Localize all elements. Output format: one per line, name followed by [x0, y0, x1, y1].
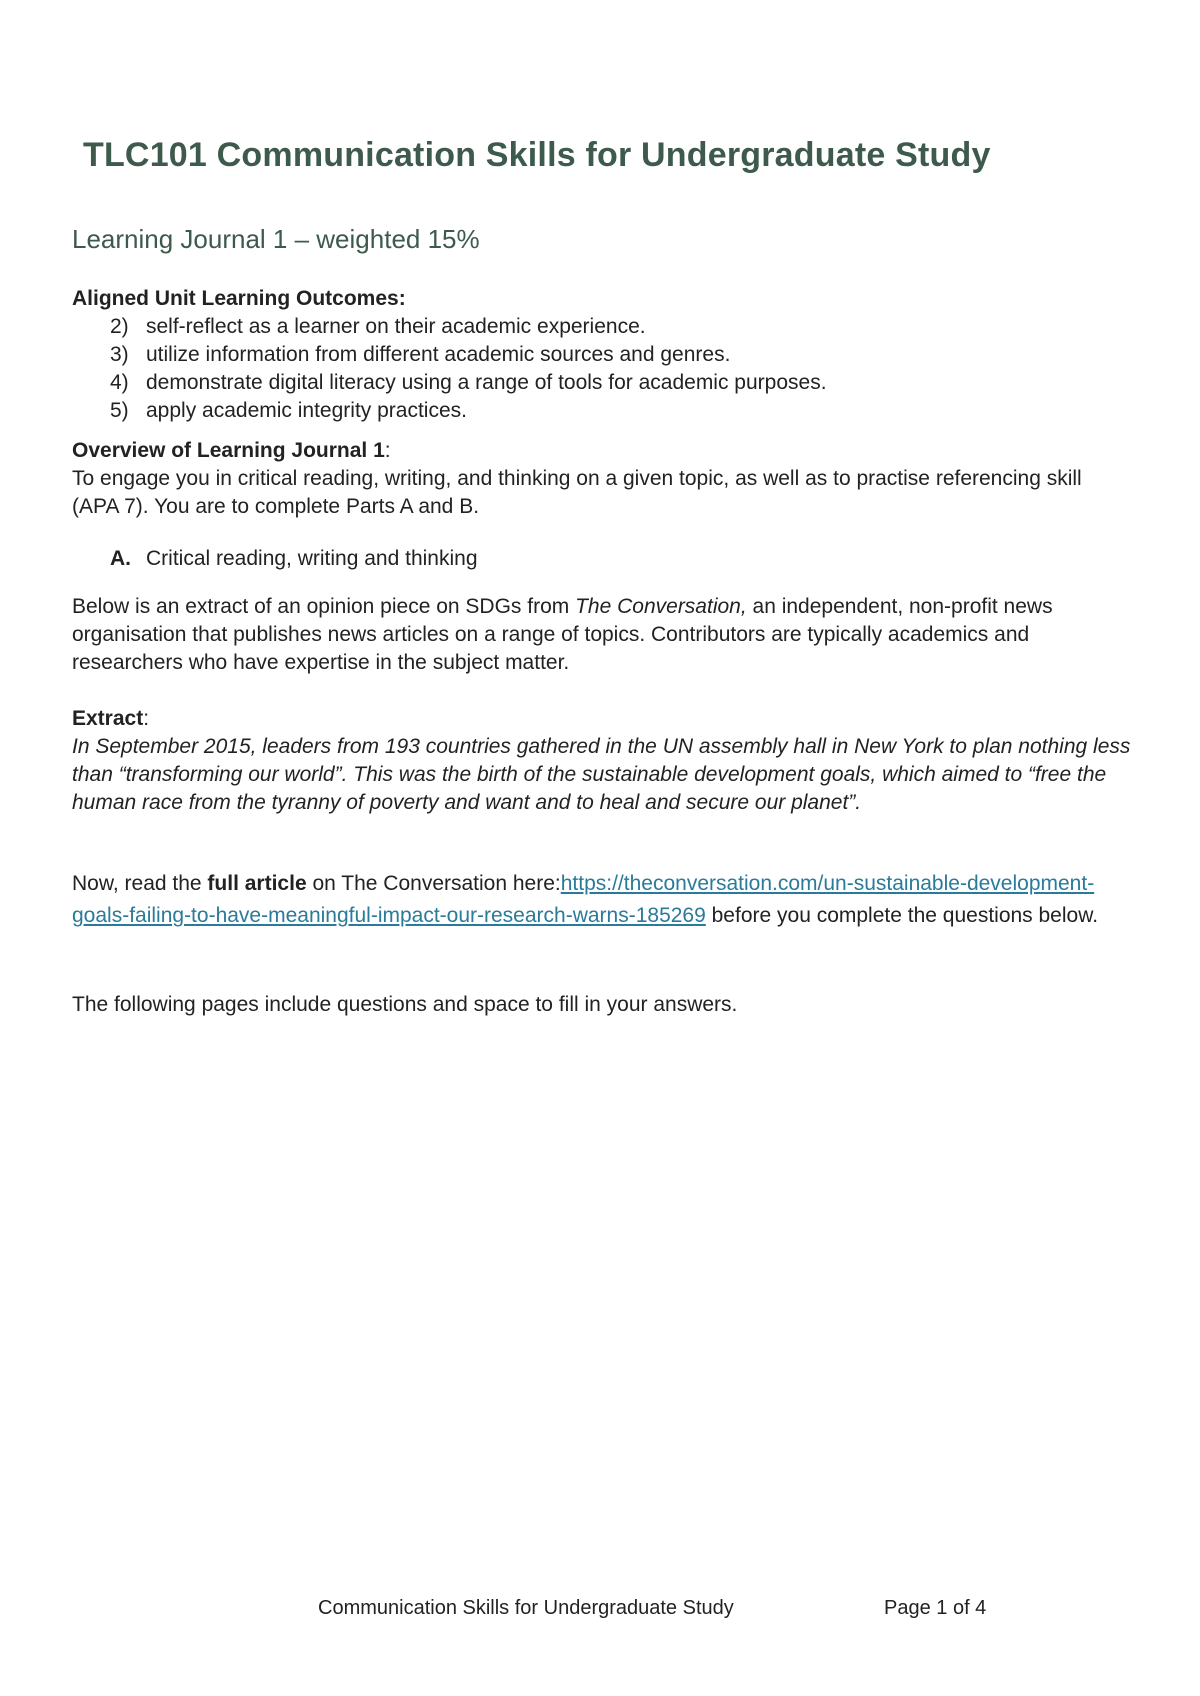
overview-heading: Overview of Learning Journal 1: [72, 439, 385, 462]
intro-source: The Conversation,: [575, 595, 747, 618]
outcome-text: utilize information from different academic sources and genres.: [146, 343, 731, 366]
outcome-item: [72, 369, 1132, 397]
overview-section: [72, 437, 1132, 521]
read-prompt-before: Now, read the: [72, 872, 208, 895]
footer-course: Communication Skills for Undergraduate Study: [318, 1597, 734, 1619]
read-prompt: [72, 868, 1132, 932]
extract-text: In September 2015, leaders from 193 countries gathered in the UN assembly hall in New York to plan nothing less than “transforming our world”. This was the birth of the sustainable development goals, which aimed to “free the human race from the tyranny of poverty and want and to heal and secure our planet”.: [72, 735, 1131, 814]
intro-paragraph: [72, 593, 1132, 677]
article-link[interactable]: https://theconversation.com/un-sustainable-development-goals-failing-to-have-meaningful-impact-our-research-warns-185269: [72, 872, 1095, 927]
read-prompt-middle: on The Conversation here:: [306, 872, 561, 895]
outcome-number: 5): [110, 399, 129, 422]
document-title: TLC101 Communication Skills for Undergraduate Study: [83, 136, 991, 174]
read-prompt-bold: full article: [207, 872, 307, 895]
document-subtitle: Learning Journal 1 – weighted 15%: [72, 224, 480, 254]
outcome-number: 2): [110, 315, 129, 338]
outcomes-list: [72, 313, 1132, 425]
footer-page-number: Page 1 of 4: [884, 1597, 987, 1619]
outcome-item: [72, 397, 1132, 425]
extract-section: [72, 705, 1132, 817]
read-prompt-after: before you complete the questions below.: [705, 904, 1099, 927]
section-a-label: Critical reading, writing and thinking: [146, 547, 478, 570]
outcome-item: [72, 341, 1132, 369]
outcome-number: 3): [110, 343, 129, 366]
outcomes-section: [72, 285, 1132, 425]
intro-text-before: Below is an extract of an opinion piece on SDGs from: [72, 595, 576, 618]
intro-text-after: an independent, non-profit news organisation that publishes news articles on a range of topics. Contributors are typically academics and researchers who have expertise in the subject matter.: [72, 595, 1053, 674]
outcome-text: demonstrate digital literacy using a range of tools for academic purposes.: [146, 371, 827, 394]
section-a-heading: [110, 545, 478, 573]
closing-text: The following pages include questions and space to fill in your answers.: [72, 993, 738, 1016]
overview-colon: :: [384, 439, 391, 462]
outcome-number: 4): [110, 371, 129, 394]
extract-colon: :: [143, 707, 150, 730]
outcomes-heading: Aligned Unit Learning Outcomes:: [72, 287, 406, 310]
outcome-text: self-reflect as a learner on their academic experience.: [146, 315, 646, 338]
outcome-text: apply academic integrity practices.: [146, 399, 467, 422]
extract-heading: Extract: [72, 707, 144, 730]
outcome-item: [72, 313, 1132, 341]
overview-text: To engage you in critical reading, writing, and thinking on a given topic, as well as to practise referencing skill (APA 7). You are to complete Parts A and B.: [72, 467, 1082, 518]
section-a-letter: A.: [110, 547, 131, 570]
